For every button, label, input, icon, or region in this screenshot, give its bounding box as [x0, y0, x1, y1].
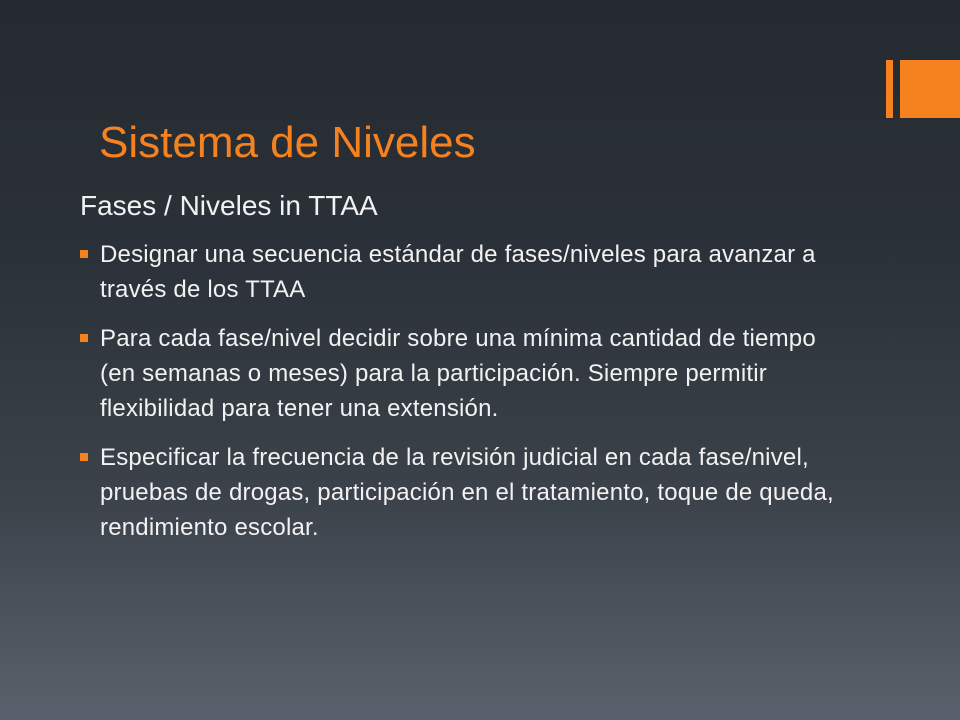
slide-title: Sistema de Niveles	[99, 118, 476, 167]
accent-bar-thick	[900, 60, 960, 118]
bullet-item	[80, 237, 850, 307]
slide-subtitle: Fases / Niveles in TTAA	[80, 190, 378, 221]
bullet-text: Especificar la frecuencia de la revisión judicial en cada fase/nivel, pruebas de drogas, participación en el tratamiento, toque de queda, rendimiento escolar.	[100, 444, 834, 541]
bullet-item	[80, 321, 850, 426]
accent-bar-thin	[886, 60, 893, 118]
bullet-list	[80, 237, 850, 559]
bullet-text: Para cada fase/nivel decidir sobre una mínima cantidad de tiempo (en semanas o meses) para la participación. Siempre permitir flexibilidad para tener una extensión.	[100, 325, 816, 422]
square-bullet-icon	[80, 334, 88, 342]
square-bullet-icon	[80, 453, 88, 461]
bullet-text: Designar una secuencia estándar de fases/niveles para avanzar a través de los TTAA	[100, 241, 816, 303]
square-bullet-icon	[80, 250, 88, 258]
bullet-item	[80, 440, 850, 545]
